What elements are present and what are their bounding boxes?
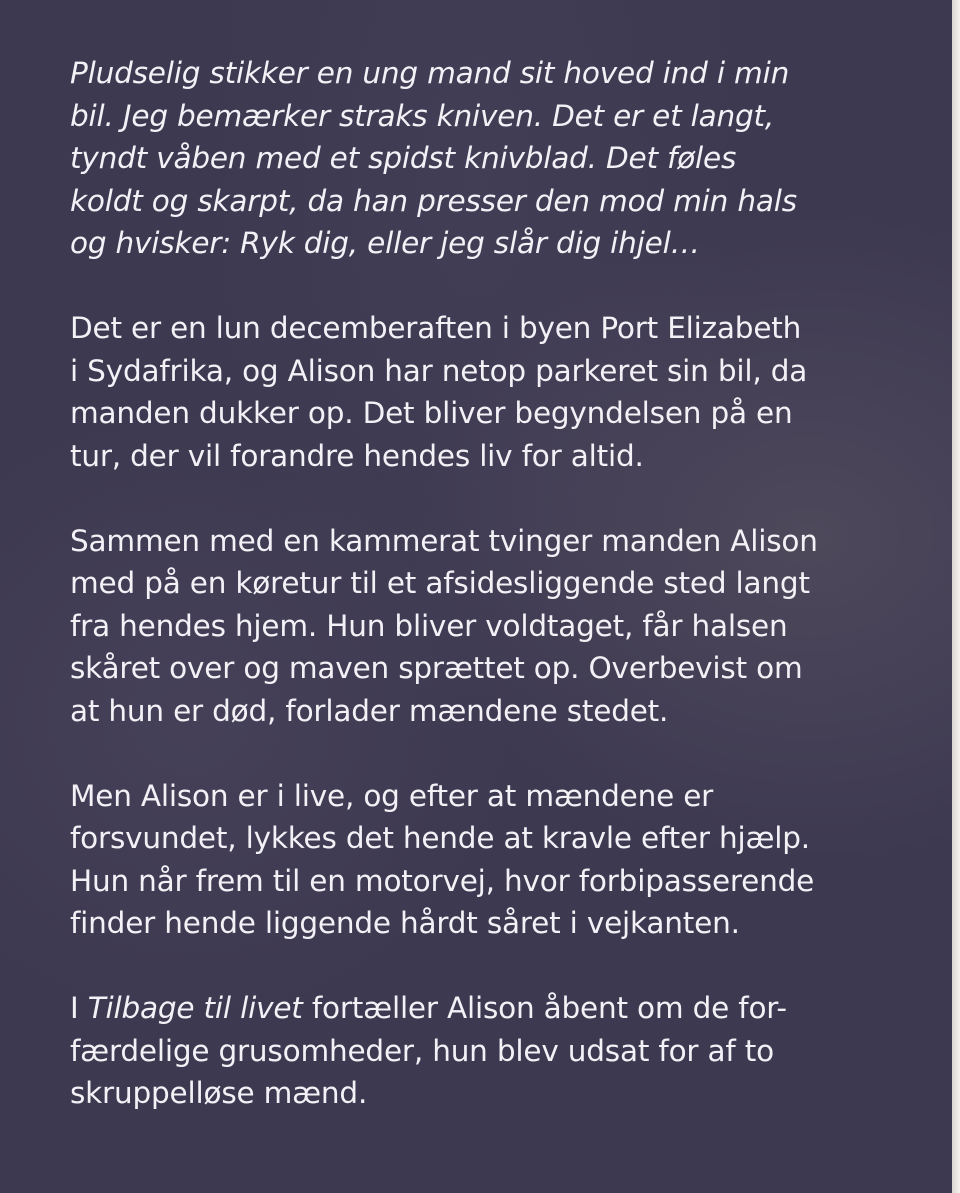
text-line: Det er en lun decemberaften i byen Port Elizabeth: [70, 311, 802, 345]
text-line: manden dukker op. Det bliver begyndelsen på en: [70, 396, 793, 430]
text-line: skåret over og maven sprættet op. Overbevist om: [70, 651, 803, 685]
text-line: koldt og skarpt, da han presser den mod min hals: [70, 183, 797, 218]
text-line: Pludselig stikker en ung mand sit hoved ind i min: [70, 56, 790, 90]
text-line: færdelige grusomheder, hun blev udsat for af to: [70, 1033, 774, 1068]
text-line: Sammen med en kammerat tvinger manden Alison: [70, 523, 818, 558]
summary-paragraph: [70, 520, 870, 733]
text-line: forsvundet, lykkes det hende at kravle efter hjælp.: [70, 821, 810, 855]
text-line: fra hendes hjem. Hun bliver voldtaget, får halsen: [70, 608, 788, 643]
text-line: bil. Jeg bemærker straks kniven. Det er et langt,: [70, 98, 775, 133]
text-line: tur, der vil forandre hendes liv for altid.: [70, 438, 644, 473]
text-line: at hun er død, forlader mændene stedet.: [70, 693, 669, 728]
text-line: i Sydafrika, og Alison har netop parkeret sin bil, da: [70, 353, 808, 388]
text-line: Hun når frem til en motorvej, hvor forbipasserende: [70, 863, 815, 898]
page-edge: [952, 0, 960, 1193]
closing-line-rest: fortæller Alison åbent om de for-: [302, 991, 787, 1025]
text-line: [70, 987, 870, 1030]
closing-paragraph: [70, 987, 870, 1115]
text-line: og hvisker: Ryk dig, eller jeg slår dig ihjel…: [70, 226, 700, 260]
book-title: Tilbage til livet: [87, 991, 303, 1025]
blurb-text: [70, 52, 870, 1157]
closing-prefix: I: [70, 991, 88, 1025]
excerpt-paragraph: [70, 52, 870, 265]
text-line: tyndt våben med et spidst knivblad. Det føles: [70, 141, 737, 175]
summary-paragraph: [70, 307, 870, 477]
text-line: finder hende liggende hårdt såret i vejkanten.: [70, 906, 740, 940]
text-line: med på en køretur til et afsidesliggende sted langt: [70, 566, 810, 600]
text-line: skruppelløse mænd.: [70, 1076, 368, 1110]
summary-paragraph: [70, 775, 870, 945]
text-line: Men Alison er i live, og efter at mændene er: [70, 778, 714, 813]
